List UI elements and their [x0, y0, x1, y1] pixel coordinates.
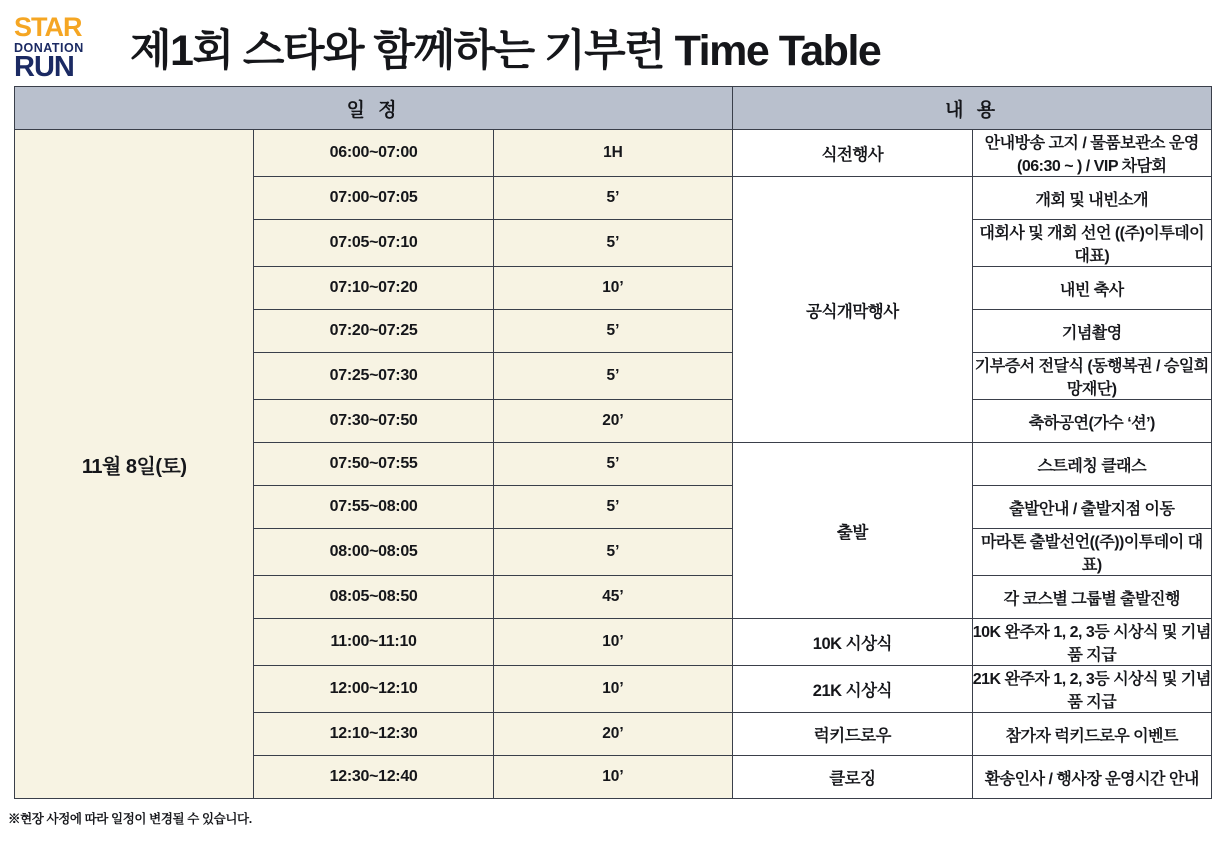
page-header	[0, 0, 1226, 86]
cell-duration: 5’	[493, 486, 732, 529]
cell-duration: 10’	[493, 619, 732, 666]
cell-day: 11월 8일(토)	[15, 130, 254, 799]
cell-description: 출발안내 / 출발지점 이동	[972, 486, 1211, 529]
cell-time: 12:10~12:30	[254, 713, 493, 756]
cell-time: 08:05~08:50	[254, 576, 493, 619]
cell-duration: 1H	[493, 130, 732, 177]
cell-section: 21K 시상식	[733, 666, 972, 713]
footnote: ※현장 사정에 따라 일정이 변경될 수 있습니다.	[8, 812, 252, 826]
timetable-body	[15, 130, 1212, 799]
header-schedule: 일 정	[15, 87, 733, 130]
cell-time: 08:00~08:05	[254, 529, 493, 576]
timetable-container	[0, 86, 1226, 799]
cell-description: 내빈 축사	[972, 267, 1211, 310]
cell-description: 스트레칭 클래스	[972, 443, 1211, 486]
cell-time: 12:00~12:10	[254, 666, 493, 713]
header-content: 내 용	[733, 87, 1212, 130]
cell-time: 07:05~07:10	[254, 220, 493, 267]
cell-duration: 5’	[493, 443, 732, 486]
cell-duration: 45’	[493, 576, 732, 619]
cell-description: 대회사 및 개회 선언 ((주)이투데이 대표)	[972, 220, 1211, 267]
cell-time: 07:20~07:25	[254, 310, 493, 353]
star-donation-run-logo	[14, 12, 114, 83]
timetable	[14, 86, 1212, 799]
cell-duration: 5’	[493, 529, 732, 576]
cell-time: 06:00~07:00	[254, 130, 493, 177]
logo-line-donation: DONATION	[14, 40, 84, 55]
cell-duration: 10’	[493, 756, 732, 799]
cell-time: 07:50~07:55	[254, 443, 493, 486]
cell-section: 식전행사	[733, 130, 972, 177]
cell-section: 럭키드로우	[733, 713, 972, 756]
cell-time: 11:00~11:10	[254, 619, 493, 666]
cell-time: 07:10~07:20	[254, 267, 493, 310]
logo-line-run: RUN	[14, 51, 74, 84]
cell-duration: 10’	[493, 666, 732, 713]
cell-time: 12:30~12:40	[254, 756, 493, 799]
cell-time: 07:55~08:00	[254, 486, 493, 529]
cell-time: 07:30~07:50	[254, 400, 493, 443]
cell-time: 07:25~07:30	[254, 353, 493, 400]
cell-description: 기부증서 전달식 (동행복권 / 승일희망재단)	[972, 353, 1211, 400]
cell-description: 기념촬영	[972, 310, 1211, 353]
cell-duration: 20’	[493, 400, 732, 443]
table-header-row	[15, 87, 1212, 130]
cell-section: 공식개막행사	[733, 177, 972, 443]
cell-description: 축하공연(가수 ‘션’)	[972, 400, 1211, 443]
timetable-head	[15, 87, 1212, 130]
cell-duration: 20’	[493, 713, 732, 756]
cell-duration: 5’	[493, 310, 732, 353]
cell-duration: 5’	[493, 353, 732, 400]
cell-description: 각 코스별 그룹별 출발진행	[972, 576, 1211, 619]
cell-description: 마라톤 출발선언((주))이투데이 대표)	[972, 529, 1211, 576]
cell-duration: 5’	[493, 177, 732, 220]
cell-duration: 10’	[493, 267, 732, 310]
cell-section: 클로징	[733, 756, 972, 799]
cell-description: 안내방송 고지 / 물품보관소 운영(06:30 ~ ) / VIP 차담회	[972, 130, 1211, 177]
cell-time: 07:00~07:05	[254, 177, 493, 220]
cell-section: 출발	[733, 443, 972, 619]
cell-duration: 5’	[493, 220, 732, 267]
cell-description: 참가자 럭키드로우 이벤트	[972, 713, 1211, 756]
cell-description: 10K 완주자 1, 2, 3등 시상식 및 기념품 지급	[972, 619, 1211, 666]
logo-line-star: STAR	[14, 11, 82, 42]
cell-description: 환송인사 / 행사장 운영시간 안내	[972, 756, 1211, 799]
table-row	[15, 130, 1212, 177]
page-title: 제1회 스타와 함께하는 기부런 Time Table	[130, 26, 881, 75]
cell-description: 21K 완주자 1, 2, 3등 시상식 및 기념품 지급	[972, 666, 1211, 713]
cell-section: 10K 시상식	[733, 619, 972, 666]
cell-description: 개회 및 내빈소개	[972, 177, 1211, 220]
